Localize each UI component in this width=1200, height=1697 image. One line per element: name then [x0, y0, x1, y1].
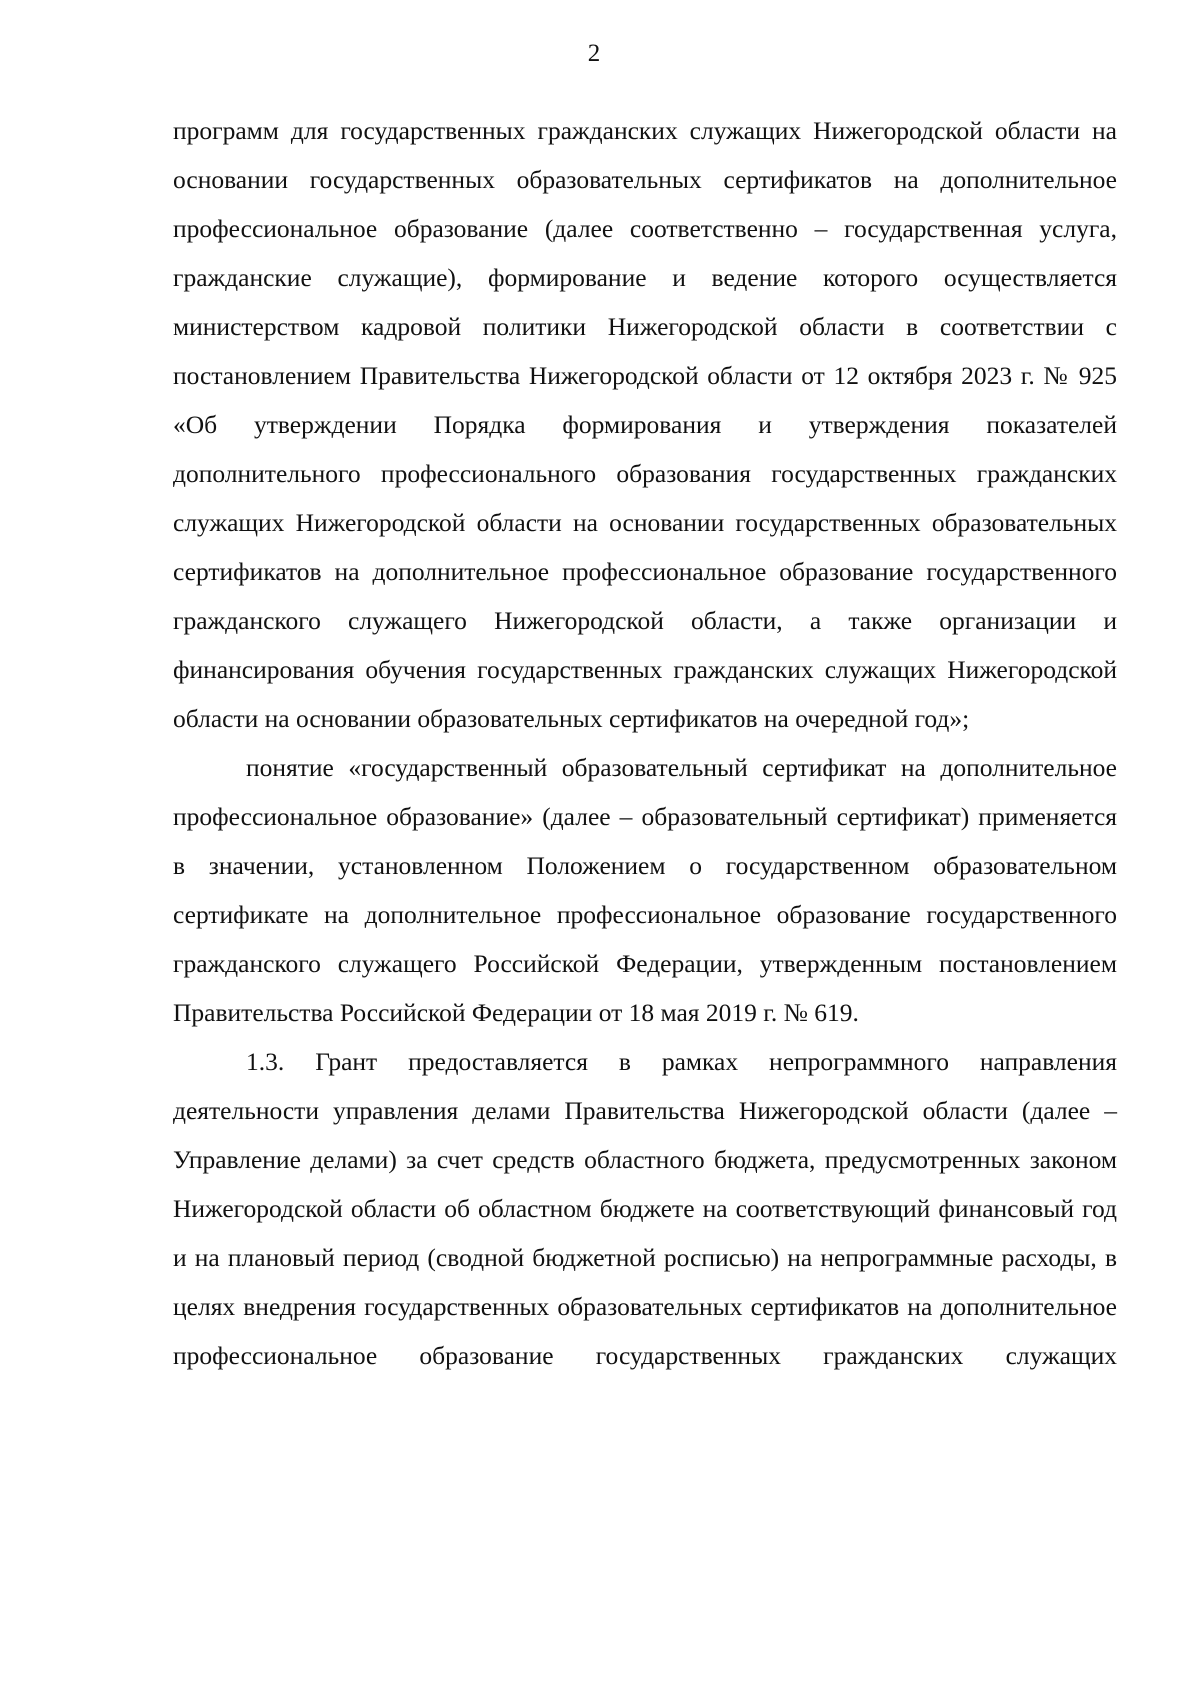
document-body: [173, 106, 1117, 1380]
page-number: 2: [587, 40, 601, 67]
paragraph-continuation: программ для государственных гражданских служащих Нижегородской области на основании государственных образовательных сертификатов на дополнительное профессиональное образование (далее соответственно – государственная услуга, гражданские служащие), формирование и ведение которого осуществляется министерством кадровой политики Нижегородской области в соответствии с постановлением Правительства Нижегородской области от 12 октября 2023 г. № 925 «Об утверждении Порядка формирования и утверждения показателей дополнительного профессионального образования государственных гражданских служащих Нижегородской области на основании государственных образовательных сертификатов на дополнительное профессиональное образование государственного гражданского служащего Нижегородской области, а также организации и финансирования обучения государственных гражданских служащих Нижегородской области на основании образовательных сертификатов на очередной год»;: [173, 116, 1117, 733]
paragraph-1-3-grant: 1.3. Грант предоставляется в рамках непрограммного направления деятельности управления делами Правительства Нижегородской области (далее – Управление делами) за счет средств областного бюджета, предусмотренных законом Нижегородской области об областном бюджете на соответствующий финансовый год и на плановый период (сводной бюджетной росписью) на непрограммные расходы, в целях внедрения государственных образовательных сертификатов на дополнительное профессиональное образование государственных гражданских служащих: [173, 1047, 1117, 1370]
paragraph-certificate-definition: понятие «государственный образовательный сертификат на дополнительное профессиональное образование» (далее – образовательный сертификат) применяется в значении, установленном Положением о государственном образовательном сертификате на дополнительное профессиональное образование государственного гражданского служащего Российской Федерации, утвержденным постановлением Правительства Российской Федерации от 18 мая 2019 г. № 619.: [173, 753, 1117, 1027]
